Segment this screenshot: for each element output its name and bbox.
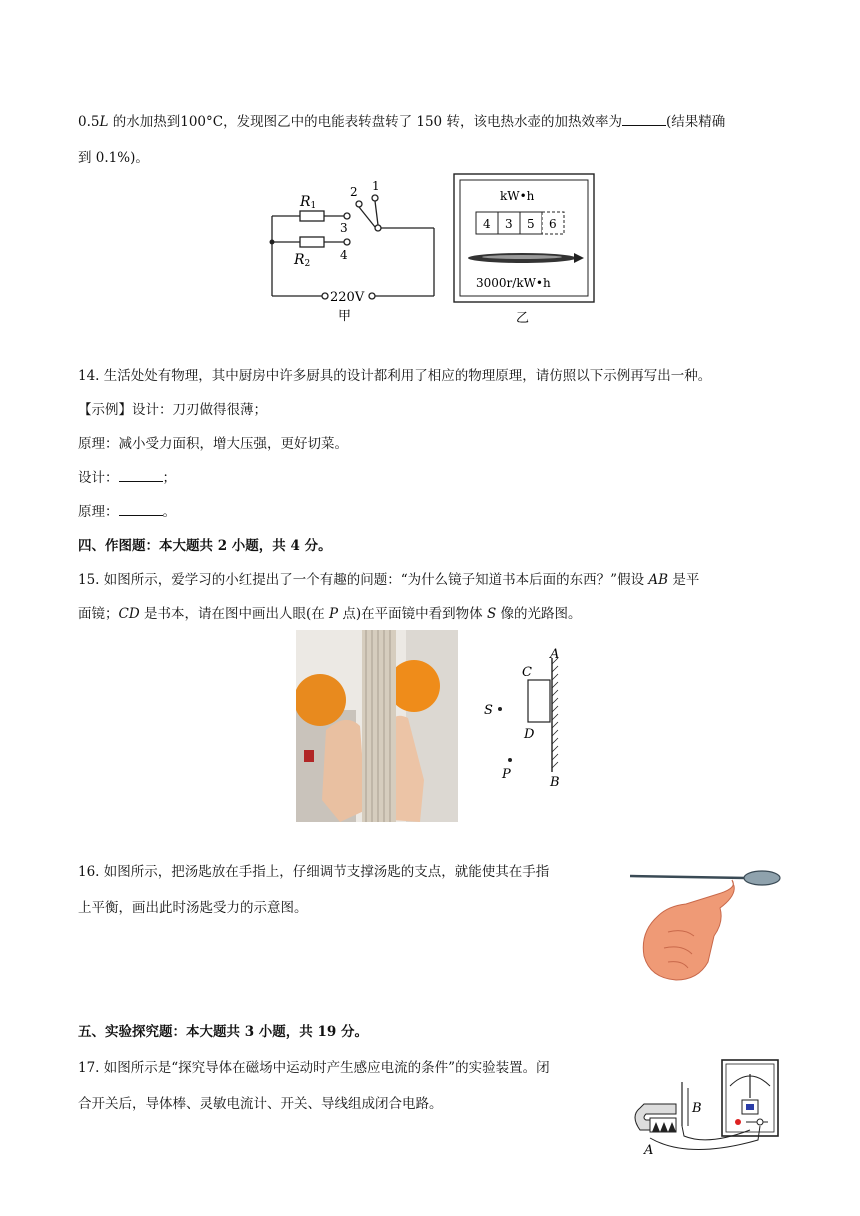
resistor-r2 xyxy=(300,237,324,247)
label-c: C xyxy=(522,665,532,680)
terminal-4: 4 xyxy=(340,248,348,262)
q14-design-label: 设计： xyxy=(78,470,119,486)
r2-label: R2 xyxy=(294,252,311,269)
caption-jia: 甲 xyxy=(338,309,352,324)
caption-yi: 乙 xyxy=(516,311,530,326)
q15-text-c: 面镜； xyxy=(78,606,119,622)
q14-principle-line xyxy=(78,502,176,522)
q15-text-e: 点)在平面镜中看到物体 xyxy=(338,606,487,622)
q14-example: 【示例】设计：刀刃做得很薄； xyxy=(78,402,267,418)
resistor-r1 xyxy=(300,211,324,221)
terminal-2: 2 xyxy=(350,185,358,199)
q14-principle-label: 原理： xyxy=(78,504,119,520)
q14-design-end: ； xyxy=(162,470,176,486)
q13-line1 xyxy=(78,112,725,132)
r1-label: R1 xyxy=(300,194,317,211)
q15-text-f: 像的光路图。 xyxy=(496,606,582,622)
label-b: B xyxy=(692,1101,702,1116)
voltage-label: 220V xyxy=(330,290,365,305)
q16-line1: 16. 如图所示，把汤匙放在手指上，仔细调节支撑汤匙的支点，就能使其在手指 xyxy=(78,864,550,880)
section-5-heading: 五、实验探究题：本大题共 3 小题，共 19 分。 xyxy=(78,1024,368,1040)
meter-digit-4: 6 xyxy=(549,217,557,231)
meter-unit: kW•h xyxy=(500,189,535,203)
circuit-diagram-jia xyxy=(262,176,442,326)
q14-stem: 14. 生活处处有物理，其中厨房中许多厨具的设计都利用了相应的物理原理，请仿照以下示例再写出一种。 xyxy=(78,368,712,384)
q13-text: 的水加热到100°C，发现图乙中的电能表转盘转了 150 转，该电热水壶的加热效率为 xyxy=(108,114,622,130)
section-4-heading: 四、作图题：本大题共 2 小题，共 4 分。 xyxy=(78,538,332,554)
q14-design-line xyxy=(78,468,176,488)
q13-line2: 到 0.1%)。 xyxy=(78,150,149,166)
meter-digit-3: 5 xyxy=(527,217,535,231)
point-s xyxy=(498,707,502,711)
spoon-bowl xyxy=(744,871,780,885)
q15-ab: AB xyxy=(648,572,669,588)
label-a: A xyxy=(550,647,560,662)
hand xyxy=(643,880,734,980)
label-b: B xyxy=(550,775,560,790)
q15-text-a: 15. 如图所示，爱学习的小红提出了一个有趣的问题：“为什么镜子知道书本后面的东西？”假设 xyxy=(78,572,649,588)
spoon-handle xyxy=(630,876,746,878)
meter-digit-1: 4 xyxy=(483,217,491,231)
q13-volume: 0.5 xyxy=(78,114,100,130)
q15-text-b: 是平 xyxy=(668,572,700,588)
q15-line2 xyxy=(78,604,582,624)
terminal-1: 1 xyxy=(372,179,380,193)
q13-text-end: (结果精确 xyxy=(665,114,726,130)
label-a: A xyxy=(644,1143,654,1158)
point-p xyxy=(508,758,512,762)
q14-principle-end: 。 xyxy=(162,504,176,520)
q15-mirror-diagram xyxy=(478,646,588,796)
q14-design-blank[interactable] xyxy=(119,469,163,482)
q16-line2: 上平衡，画出此时汤匙受力的示意图。 xyxy=(78,900,308,916)
q15-text-d: 是书本，请在图中画出人眼(在 xyxy=(139,606,330,622)
energy-meter-yi xyxy=(452,172,602,328)
label-d: D xyxy=(524,727,535,742)
q14-principle-blank[interactable] xyxy=(119,503,163,516)
q13-unit: L xyxy=(99,114,109,130)
q15-p: P xyxy=(329,606,339,622)
q15-cd: CD xyxy=(118,606,140,622)
q15-photo-book-oranges xyxy=(296,630,458,822)
q14-example-principle: 原理：减小受力面积，增大压强，更好切菜。 xyxy=(78,436,348,452)
q16-spoon-hand-picture xyxy=(628,862,782,982)
q15-line1 xyxy=(78,570,699,590)
q17-apparatus-diagram xyxy=(628,1056,784,1160)
meter-digit-2: 3 xyxy=(505,217,513,231)
q13-answer-blank[interactable] xyxy=(622,113,666,126)
q17-line2: 合开关后，导体棒、灵敏电流计、开关、导线组成闭合电路。 xyxy=(78,1096,443,1112)
terminal-3: 3 xyxy=(340,221,348,235)
book-cd xyxy=(528,680,550,722)
label-s: S xyxy=(484,703,493,718)
q17-line1: 17. 如图所示是“探究导体在磁场中运动时产生感应电流的条件”的实验装置。闭 xyxy=(78,1060,550,1076)
q15-s: S xyxy=(486,606,497,622)
label-p: P xyxy=(502,767,511,782)
meter-rating: 3000r/kW•h xyxy=(476,276,551,290)
